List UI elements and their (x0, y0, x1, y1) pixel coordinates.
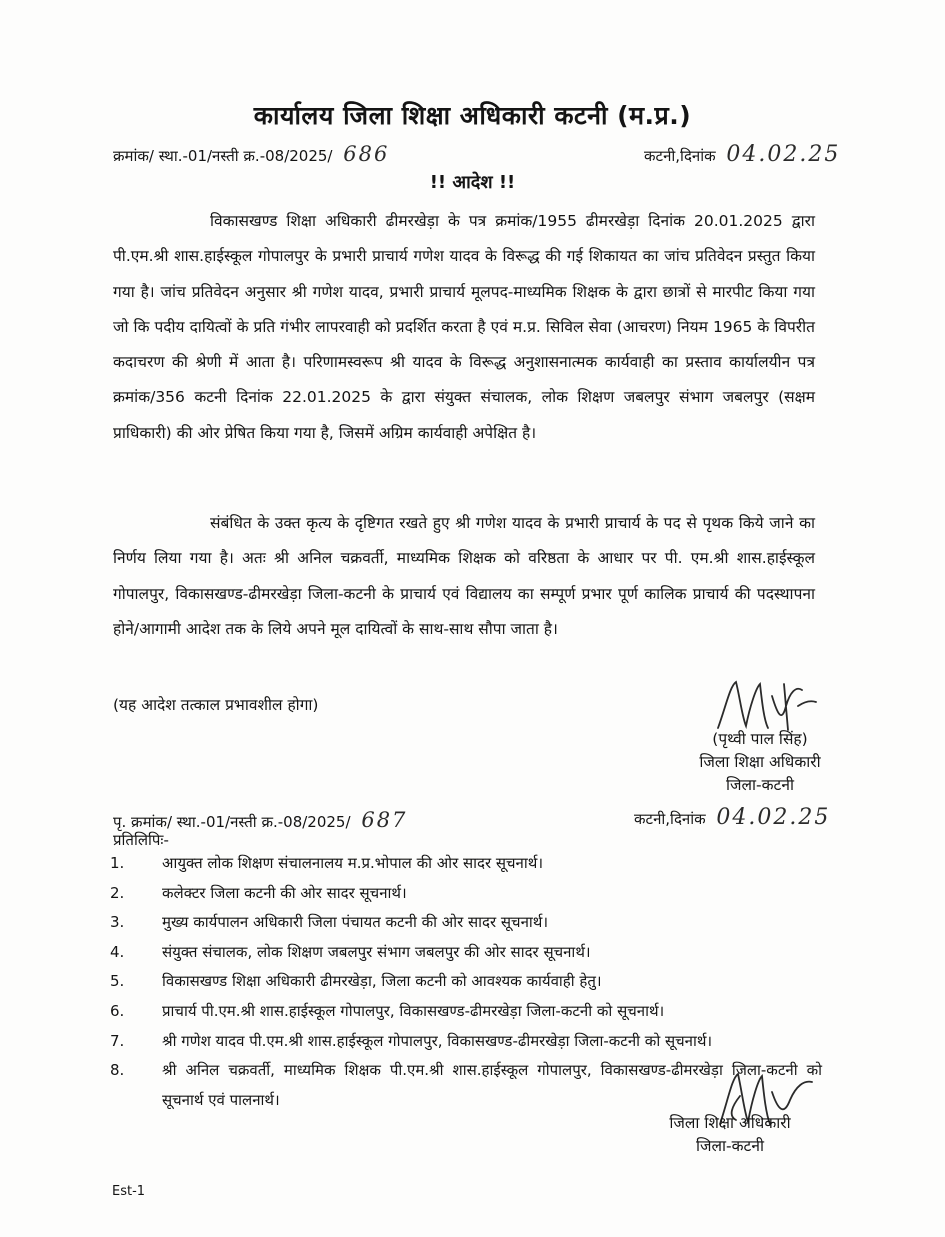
list-item-text: श्री गणेश यादव पी.एम.श्री शास.हाईस्कूल गोपालपुर, विकासखण्ड-ढीमरखेड़ा जिला-कटनी को सूचनार्थ। (162, 1031, 713, 1050)
signatory-name: (पृथ्वी पाल सिंह) (712, 730, 808, 748)
list-item (110, 1027, 822, 1057)
order-reference (113, 142, 389, 166)
list-item-text: विकासखण्ड शिक्षा अधिकारी ढीमरखेड़ा, जिला कटनी को आवश्यक कार्यवाही हेतु। (162, 972, 602, 991)
list-item (110, 908, 822, 938)
signature-block (690, 728, 830, 797)
list-item-text: कलेक्टर जिला कटनी की ओर सादर सूचनार्थ। (162, 883, 407, 902)
list-item-number: 1. (110, 854, 125, 872)
copy-date-label: कटनी,दिनांक (634, 810, 706, 828)
list-item (110, 879, 822, 909)
copy-ref-number: 687 (361, 808, 408, 832)
list-item (110, 997, 822, 1027)
copy-place-date (634, 805, 830, 830)
list-item-number: 2. (110, 883, 125, 902)
signature-mark (712, 676, 822, 736)
order-ref-number: 686 (343, 142, 390, 166)
office-title: कार्यालय जिला शिक्षा अधिकारी कटनी (म.प्र.) (253, 101, 692, 130)
copy-reference (113, 808, 407, 832)
list-item-number: 3. (110, 913, 125, 932)
footer-code: Est-1 (112, 1184, 146, 1199)
copy-ref-prefix: पृ. क्रमांक/ स्था.-01/नस्ती क्र.-08/2025/ (113, 813, 351, 831)
list-item-text: आयुक्त लोक शिक्षण संचालनालय म.प्र.भोपाल की ओर सादर सूचनार्थ। (162, 854, 544, 872)
list-item-number: 6. (110, 1001, 125, 1020)
list-item-text: मुख्य कार्यपालन अधिकारी जिला पंचायत कटनी की ओर सादर सूचनार्थ। (162, 913, 549, 932)
order-date-label: कटनी,दिनांक (644, 147, 716, 165)
list-item (110, 849, 822, 879)
signatory-location: जिला-कटनी (726, 776, 794, 794)
paragraph-complaint: विकासखण्ड शिक्षा अधिकारी ढीमरखेड़ा के पत्र क्रमांक/1955 ढीमरखेड़ा दिनांक 20.01.2025 द्वारा पी.एम.श्री शास.हाईस्कूल गोपालपुर के प्रभारी प्राचार्य गणेश यादव के विरूद्ध की गई शिकायत का जांच प्रतिवेदन प्रस्तुत किया गया है। जांच प्रतिवेदन अनुसार श्री गणेश यादव, प्रभारी प्राचार्य मूलपद-माध्यमिक शिक्षक के द्वारा छात्रों से मारपीट किया गया जो कि पदीय दायित्वों के प्रति गंभीर लापरवाही को प्रदर्शित करता है एवं म.प्र. सिविल सेवा (आचरण) नियम 1965 के विपरीत कदाचरण की श्रेणी में आता है। परिणामस्वरूप श्री यादव के विरूद्ध अनुशासनात्मक कार्यवाही का प्रस्ताव कार्यालयीन पत्र क्रमांक/356 कटनी दिनांक 22.01.2025 के द्वारा संयुक्त संचालक, लोक शिक्षण जबलपुर संभाग जबलपुर (सक्षम प्राधिकारी) की ओर प्रेषित किया गया है, जिसमें अग्रिम कार्यवाही अपेक्षित है। (113, 212, 815, 442)
list-item-text: प्राचार्य पी.एम.श्री शास.हाईस्कूल गोपालपुर, विकासखण्ड-ढीमरखेड़ा जिला-कटनी को सूचनार्थ। (162, 1001, 665, 1020)
copy-signatory-location: जिला-कटनी (696, 1137, 764, 1155)
paragraph-decision: संबंधित के उक्त कृत्य के दृष्टिगत रखते हुए श्री गणेश यादव के प्रभारी प्राचार्य के पद से पृथक किये जाने का निर्णय लिया गया है। अतः श्री अनिल चक्रवर्ती, माध्यमिक शिक्षक को वरिष्ठता के आधार पर पी. एम.श्री शास.हाईस्कूल गोपालपुर, विकासखण्ड-ढीमरखेड़ा जिला-कटनी के प्राचार्य एवं विद्यालय का सम्पूर्ण प्रभार पूर्ण कालिक प्राचार्य की पदस्थापना होने/आगामी आदेश तक के लिये अपने मूल दायित्वों के साथ-साथ सौपा जाता है। (113, 514, 815, 638)
list-item-number: 8. (110, 1061, 125, 1080)
copy-date: 04.02.25 (716, 805, 831, 830)
order-heading: !! आदेश !! (429, 172, 516, 193)
copy-signature-block (650, 1112, 810, 1158)
list-item-number: 5. (110, 972, 125, 991)
signatory-designation: जिला शिक्षा अधिकारी (699, 753, 821, 771)
effect-note: (यह आदेश तत्काल प्रभावशील होगा) (113, 696, 319, 714)
list-item-number: 7. (110, 1031, 125, 1050)
list-item (110, 967, 822, 997)
order-place-date (644, 142, 840, 167)
order-ref-prefix: क्रमांक/ स्था.-01/नस्ती क्र.-08/2025/ (113, 147, 333, 165)
list-item-number: 4. (110, 942, 125, 961)
list-item (110, 938, 822, 968)
list-item-text: श्री अनिल चक्रवर्ती, माध्यमिक शिक्षक पी.एम.श्री शास.हाईस्कूल गोपालपुर, विकासखण्ड-ढीमरखेड़ा जिला-कटनी को सूचनार्थ एवं पालनार्थ। (162, 1061, 822, 1109)
handwritten-signature-icon (712, 676, 822, 736)
list-item-text: संयुक्त संचालक, लोक शिक्षण जबलपुर संभाग जबलपुर की ओर सादर सूचनार्थ। (162, 942, 591, 961)
copy-signatory-designation: जिला शिक्षा अधिकारी (669, 1114, 791, 1132)
copy-heading: प्रतिलिपिः- (113, 831, 169, 849)
order-date: 04.02.25 (726, 142, 841, 167)
